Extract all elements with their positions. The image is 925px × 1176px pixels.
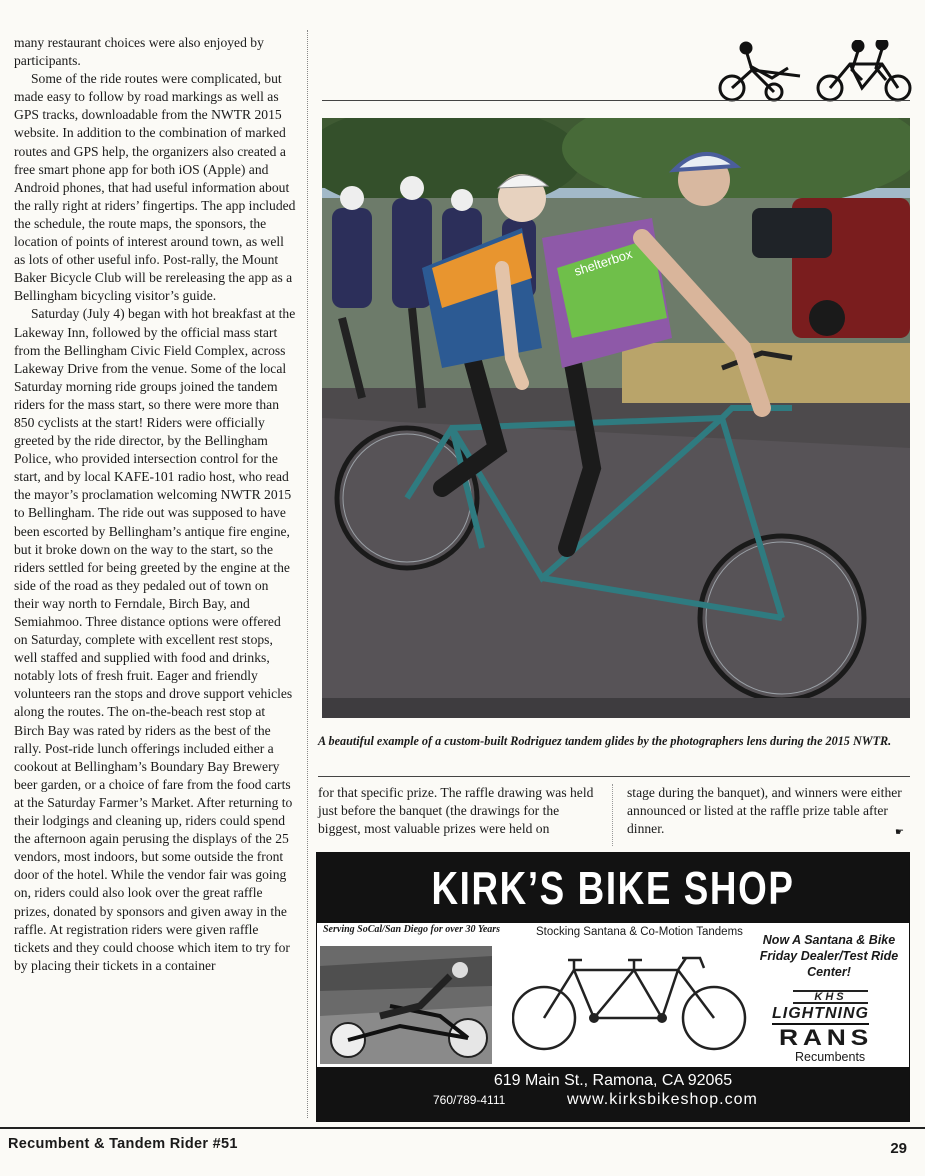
recumbent-tandem-logo-icon [712,40,912,109]
tandem-photo [322,118,910,718]
publication-title: Recumbent & Tandem Rider #51 [8,1136,238,1152]
footer-rule [0,1127,925,1129]
header-rule [322,100,910,101]
ad-title: KIRK’S BIKE SHOP [431,862,795,914]
article-left-column [14,34,296,975]
article-continuation-col-a: for that specific prize. The raffle drawing was held just before the banquet (the drawings for the biggest, most valuable prizes were held on [318,785,594,836]
ad-promo-text: Now A Santana & Bike Friday Dealer/Test Ride Center! [759,933,899,979]
column-divider [307,30,308,1118]
ad-address: 619 Main St., Ramona, CA 92065 [493,1072,733,1089]
tandem-bike-icon [512,948,748,1065]
continue-pointer-icon: ☛ [895,827,904,838]
article-continuation-col-b: stage during the banquet), and winners were either announced or listed at the raffle prize table after dinner. [627,785,902,836]
recumbent-rider-photo [320,946,492,1064]
brand-rans-logo: RANS [779,1025,874,1050]
article-paragraph: Saturday (July 4) began with hot breakfast at the Lakeway Inn, followed by the official mass start from the Bellingham Civic Field Complex, across Lakeway Drive from the venue. Some of the local Saturday morning ride groups joined the tandem riders for the mass start, so there were more than 850 cyclists at the start! Riders were officially greeted by the ride director, by the Bellingham Police, who provided intersection control for the start, and by local KAFE-101 radio host, who read the mayor’s proclamation welcoming NWTR 2015 to Bellingham. The ride out was supposed to have been escorted by Bellingham’s antique fire engine, but it broke down on the way to the start, so the riders settled for being greeted by the engine at the side of the road as they pedaled out of town on their way north to Ferndale, Birch Bay, and Semiahmoo. Three distance options were offered on Saturday, complete with excellent rest stops, well staffed and supplied with food and drinks, notably lots of fresh fruit. Eager and friendly volunteers ran the stops and drove support vehicles along the routes. The on-the-beach rest stop at Birch Bay was rated by riders as the best of the rally. Post-ride lunch offerings included either a cookout at Bellingham’s Boundary Bay Brewery beer garden, or a choice of fare from the food carts at the Saturday Farmer’s Market. After returning to their lodgings and cleaning up, riders could spend the afternoon again perusing the displays of the 25 vendors, most indoors, but some outside the front door of the hotel. While the vendor fair was going on, riders could also look over the great raffle prizes, donated by sponsors and given away in the raffle. At registration riders were given raffle tickets and they could choose which item to try for by placing their tickets in a container [14,306,296,973]
ad-phone: 760/789-4111 [433,1093,506,1107]
jersey-text: shelterbox [572,246,634,279]
ad-website: www.kirksbikeshop.com [567,1091,758,1108]
column-divider [612,784,613,846]
article-paragraph: Some of the ride routes were complicated, but made easy to follow by road markings as well as GPS tracks, downloadable from the NWTR 2015 website. In addition to the combination of marked routes and GPS help, the organizers also created a free smart phone app for both iOS (Apple) and Android phones, that had useful information about the rally right at riders’ fingertips. The app included the schedule, the route maps, the sponsors, the location of points of interest around town, as well as lots of other useful info. Post-rally, the Mount Baker Bicycle Club will be rereleasing the app as a Bellingham bicycling visitor’s guide. [14,71,296,304]
ad-stocking-text: Stocking Santana & Co-Motion Tandems [536,926,743,938]
kirks-bike-shop-ad [316,852,910,1122]
brand-lightning-logo: LIGHTNING [772,1005,869,1025]
caption-rule [318,776,910,777]
ad-serving-tagline: Serving SoCal/San Diego for over 30 Years [323,924,501,935]
page-number: 29 [890,1140,907,1157]
brand-khs-logo: KHS [793,990,868,1004]
article-paragraph: many restaurant choices were also enjoyed by participants. [14,35,264,69]
brand-recumbents-label: Recumbents [795,1050,866,1064]
photo-caption: A beautiful example of a custom-built Rodriguez tandem glides by the photographers lens during the 2015 NWTR. [318,734,892,748]
